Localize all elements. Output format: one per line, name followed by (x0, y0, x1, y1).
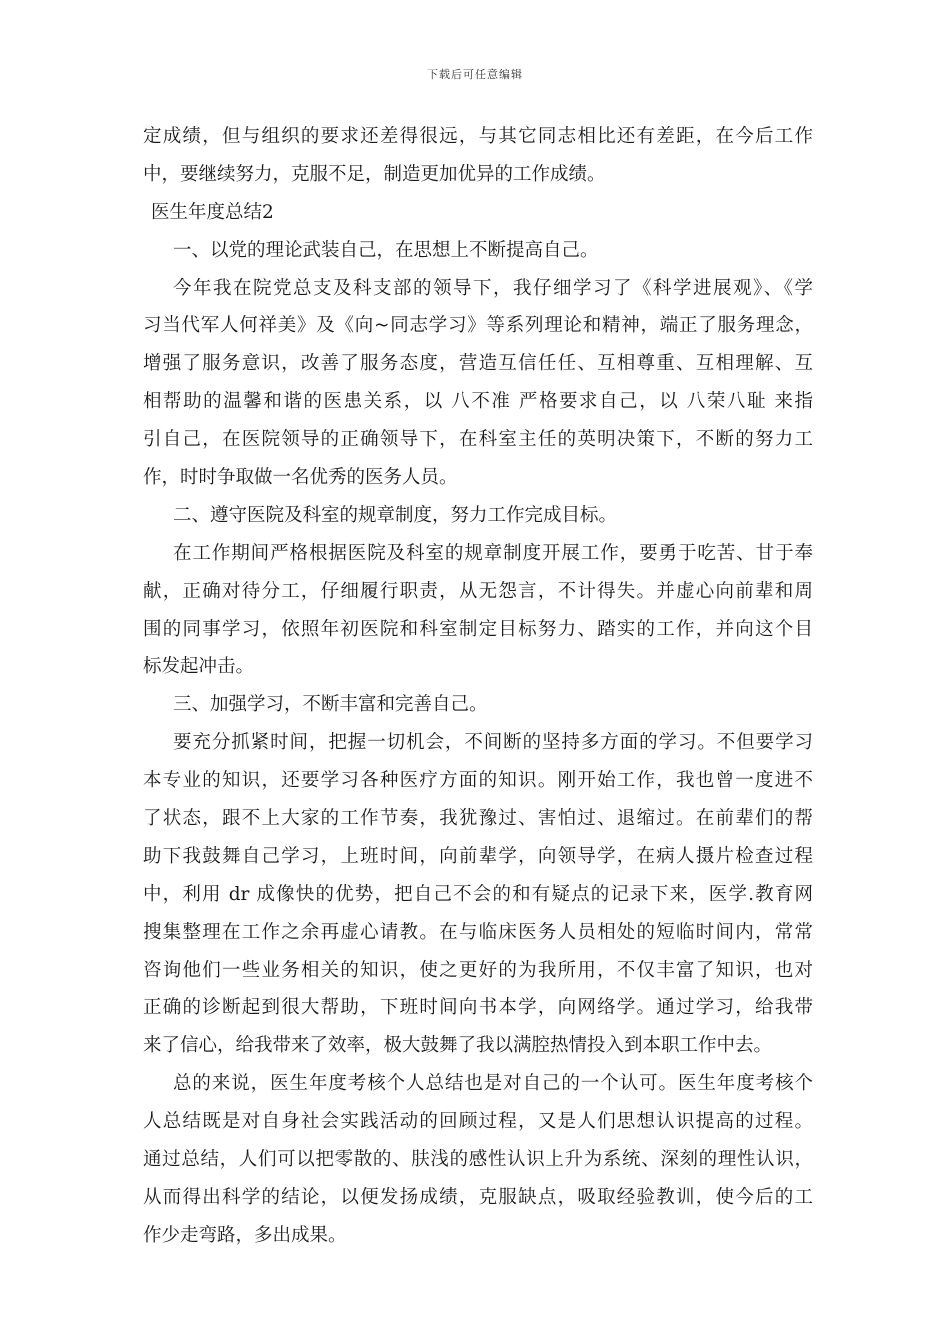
document-body (143, 118, 813, 1255)
text-line: 作，时时争取做一名优秀的医务人员。 (143, 467, 458, 489)
text-line: 从而得出科学的结论，以便发扬成绩，克服缺点，吸取经验教训，使今后的工 (143, 1186, 813, 1208)
text-line: 相帮助的温馨和谐的医患关系，以 八不准 严格要求自己，以 八荣八耻 来指 (143, 391, 813, 413)
text-line: 标发起冲击。 (143, 656, 255, 678)
text-line: 本专业的知识，还要学习各种医疗方面的知识。刚开始工作，我也曾一度进不 (143, 770, 813, 792)
text-line: 人总结既是对自身社会实践活动的回顾过程，又是人们思想认识提高的过程。 (143, 1111, 813, 1133)
text-line: 咨询他们一些业务相关的知识，使之更好的为我所用，不仅丰富了知识，也对 (143, 959, 813, 981)
text-line: 通过总结，人们可以把零散的、肤浅的感性认识上升为系统、深刻的理性认识， (143, 1149, 813, 1171)
section-heading: 医生年度总结2 (151, 201, 274, 223)
text-line: 一、以党的理论武装自己，在思想上不断提高自己。 (173, 239, 599, 261)
text-line: 助下我鼓舞自己学习，上班时间，向前辈学，向领导学，在病人摄片检查过程 (143, 845, 813, 867)
text-line: 引自己，在医院领导的正确领导下，在科室主任的英明决策下，不断的努力工 (143, 429, 813, 451)
text-line: 二、遵守医院及科室的规章制度，努力工作完成目标。 (173, 504, 618, 526)
text-line: 今年我在院党总支及科支部的领导下，我仔细学习了《科学进展观》、《学 (173, 277, 813, 299)
text-line: 中，利用 dr 成像快的优势，把自己不会的和有疑点的记录下来，医学.教育网 (143, 883, 813, 905)
text-line: 搜集整理在工作之余再虚心请教。在与临床医务人员相处的短临时间内，常常 (143, 921, 813, 943)
text-line: 习当代军人何祥美》及《向~同志学习》等系列理论和精神，端正了服务理念， (143, 315, 813, 337)
text-line: 三、加强学习，不断丰富和完善自己。 (173, 694, 488, 716)
text-line: 献，正确对待分工，仔细履行职责，从无怨言，不计得失。并虚心向前辈和周 (143, 580, 813, 602)
text-line: 围的同事学习，依照年初医院和科室制定目标努力、踏实的工作，并向这个目 (143, 618, 813, 640)
text-line: 要充分抓紧时间，把握一切机会，不间断的坚持多方面的学习。不但要学习 (173, 732, 813, 754)
text-line: 作少走弯路，多出成果。 (143, 1224, 347, 1246)
text-line: 总的来说，医生年度考核个人总结也是对自己的一个认可。医生年度考核个 (173, 1073, 813, 1095)
text-line: 来了信心，给我带来了效率，极大鼓舞了我以满腔热情投入到本职工作中去。 (143, 1035, 773, 1057)
text-line: 在工作期间严格根据医院及科室的规章制度开展工作，要勇于吃苦、甘于奉 (173, 542, 813, 564)
text-line: 中，要继续努力，克服不足，制造更加优异的工作成绩。 (143, 163, 606, 185)
text-line: 正确的诊断起到很大帮助，下班时间向书本学，向网络学。通过学习，给我带 (143, 997, 813, 1019)
text-line: 了状态，跟不上大家的工作节奏，我犹豫过、害怕过、退缩过。在前辈们的帮 (143, 808, 813, 830)
text-line: 增强了服务意识，改善了服务态度，营造互信任任、互相尊重、互相理解、互 (143, 353, 813, 375)
page-header: 下载后可任意编辑 (427, 68, 523, 81)
text-line: 定成绩，但与组织的要求还差得很远，与其它同志相比还有差距，在今后工作 (143, 126, 813, 147)
